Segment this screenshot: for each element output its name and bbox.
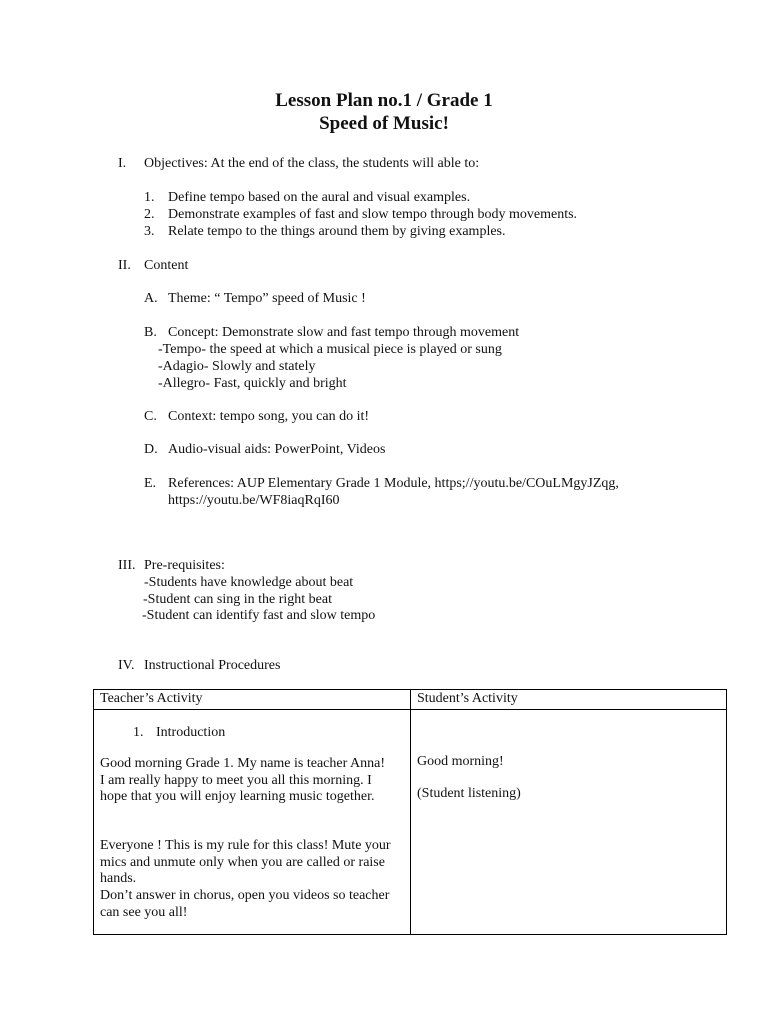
student-activity-cell — [411, 710, 727, 935]
student-activity-header: Student’s Activity — [411, 690, 727, 710]
content-references: References: AUP Elementary Grade 1 Module, https;//youtu.be/COuLMgyJZqg, — [168, 476, 619, 491]
prerequisite-item: -Student can sing in the right beat — [143, 592, 332, 607]
content-aids: Audio-visual aids: PowerPoint, Videos — [168, 442, 386, 457]
objective-item: Relate tempo to the things around them by giving examples. — [168, 224, 506, 239]
teacher-greeting: Good morning Grade 1. My name is teacher Anna! I am really happy to meet you all this morning. I hope that you will enjoy learning music together. — [100, 756, 385, 804]
content-item-number: B. — [144, 325, 157, 340]
student-reply: Good morning! — [417, 754, 504, 769]
section-procedures-number: IV. — [118, 658, 135, 673]
section-content-heading: Content — [144, 258, 189, 273]
student-reply: (Student listening) — [417, 786, 521, 801]
step-number: 1. — [133, 725, 144, 740]
objective-number: 3. — [144, 224, 155, 239]
content-references-link: https://youtu.be/WF8iaqRqI60 — [168, 493, 340, 508]
content-item-number: D. — [144, 442, 158, 457]
section-objectives-heading: Objectives: At the end of the class, the students will able to: — [144, 156, 480, 171]
content-theme: Theme: “ Tempo” speed of Music ! — [168, 291, 366, 306]
objective-number: 2. — [144, 207, 155, 222]
table-header-row — [94, 690, 727, 710]
content-item-number: A. — [144, 291, 158, 306]
objective-item: Define tempo based on the aural and visual examples. — [168, 190, 471, 205]
concept-definition: -Allegro- Fast, quickly and bright — [158, 376, 347, 391]
section-content-number: II. — [118, 258, 131, 273]
concept-definition: -Adagio- Slowly and stately — [158, 359, 316, 374]
objective-item: Demonstrate examples of fast and slow tempo through body movements. — [168, 207, 578, 222]
section-prerequisites-number: III. — [118, 558, 136, 573]
teacher-instruction: Don’t answer in chorus, open you videos so teacher can see you all! — [100, 888, 390, 920]
document-subtitle: Speed of Music! — [319, 113, 449, 134]
teacher-activity-header: Teacher’s Activity — [94, 690, 411, 710]
content-concept: Concept: Demonstrate slow and fast tempo through movement — [168, 325, 520, 340]
concept-definition: -Tempo- the speed at which a musical piece is played or sung — [158, 342, 502, 357]
prerequisite-item: -Students have knowledge about beat — [144, 575, 354, 590]
table-row — [94, 710, 727, 935]
document-title: Lesson Plan no.1 / Grade 1 — [275, 90, 493, 111]
step-label: Introduction — [156, 725, 226, 740]
content-item-number: C. — [144, 409, 157, 424]
section-prerequisites-heading: Pre-requisites: — [144, 558, 225, 573]
section-procedures-heading: Instructional Procedures — [144, 658, 281, 673]
prerequisite-item: -Student can identify fast and slow tempo — [142, 608, 376, 623]
objective-number: 1. — [144, 190, 155, 205]
procedures-table — [93, 689, 727, 935]
content-context: Context: tempo song, you can do it! — [168, 409, 370, 424]
teacher-rule: Everyone ! This is my rule for this class! Mute your mics and unmute only when you are called or raise hands. — [100, 838, 391, 886]
teacher-activity-cell — [94, 710, 411, 935]
section-objectives-number: I. — [118, 156, 127, 171]
content-item-number: E. — [144, 476, 157, 491]
